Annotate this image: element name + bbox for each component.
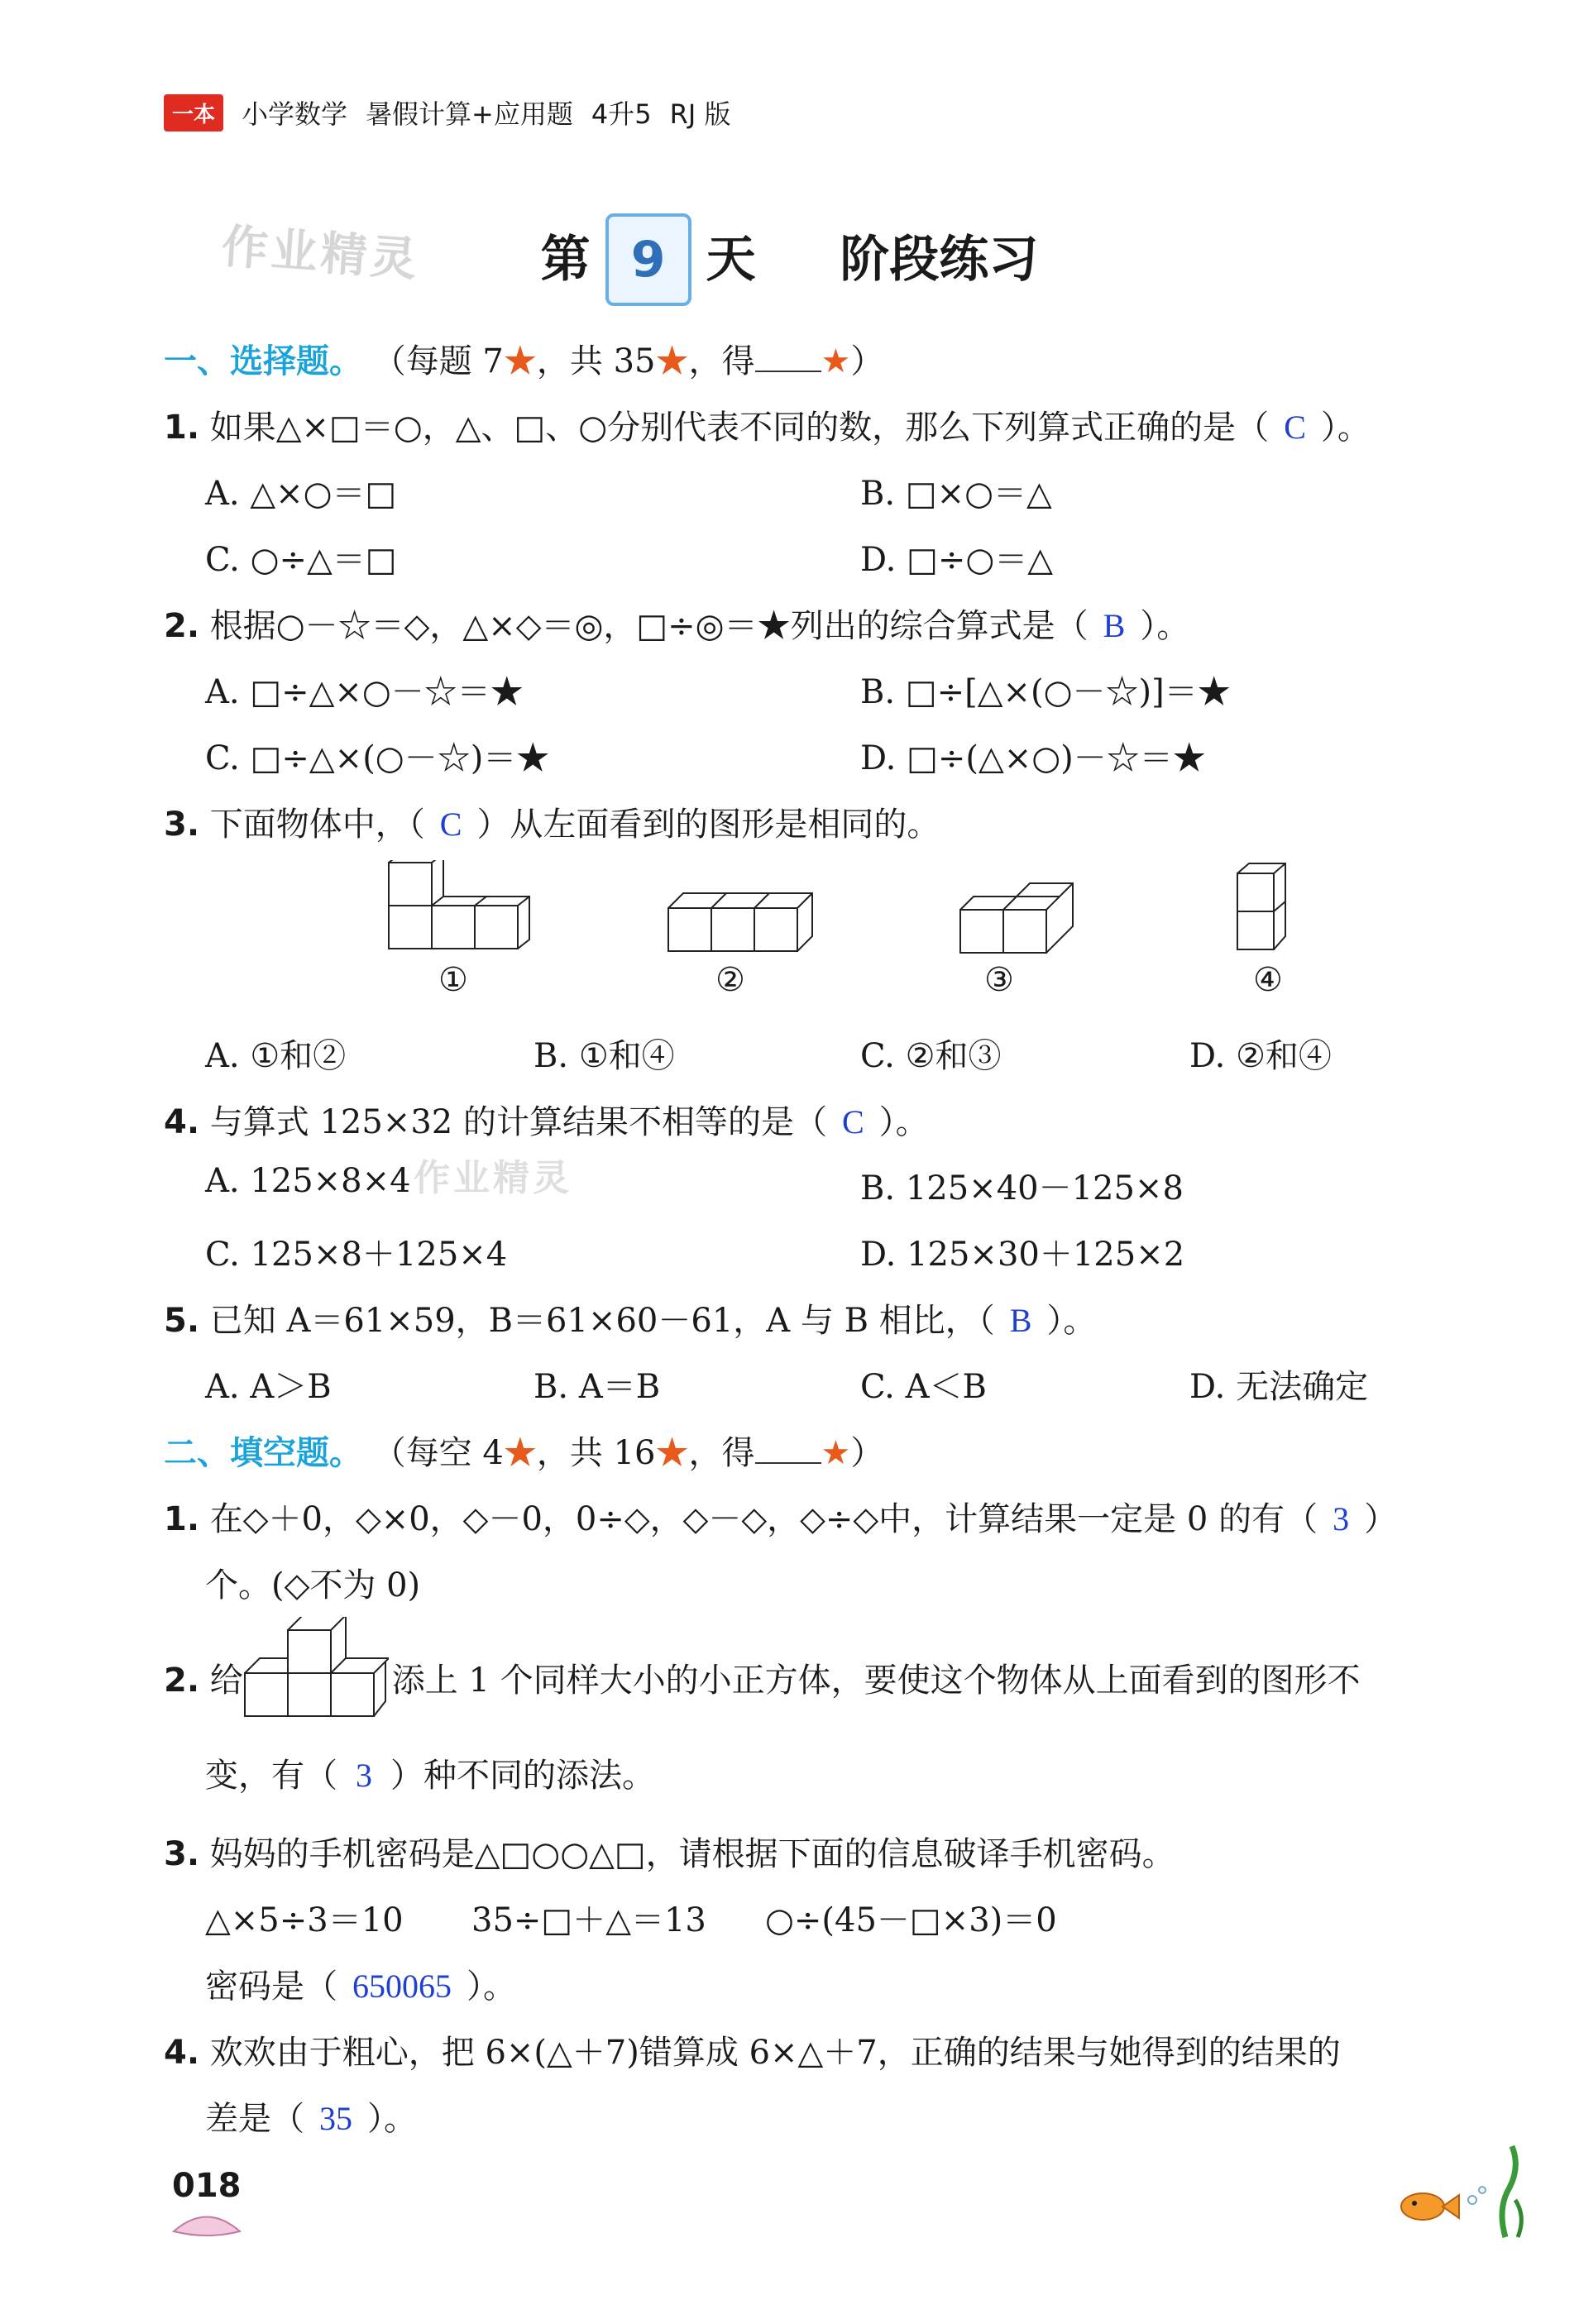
equation: △×5÷3＝10 [205, 1901, 404, 1939]
score-text: （每题 7 [372, 342, 504, 380]
question-text: ）从左面看到的图形是相同的。 [476, 806, 940, 844]
cube-figure-5 [240, 1617, 389, 1724]
answer[interactable]: 3 [356, 1757, 372, 1794]
question-number: 2. [164, 607, 200, 645]
answer[interactable]: C [1284, 409, 1306, 446]
score-text: ，共 35 [536, 342, 656, 380]
publisher-logo: 一本 [164, 94, 223, 132]
question-text: 欢欢由于粗心，把 6×(△＋7)错算成 6×△＋7，正确的结果与她得到的结果的 [209, 2034, 1341, 2072]
score-text: ） [850, 1434, 884, 1472]
question-text: 在◇＋0，◇×0，◇－0，0÷◇，◇－◇，◇÷◇中，计算结果一定是 0 的有（ [209, 1500, 1318, 1538]
answer[interactable]: C [841, 1103, 864, 1140]
header-book: 暑假计算+应用题 [366, 98, 573, 130]
option-a[interactable]: A. □÷△×○－☆＝★ [205, 673, 524, 711]
option-c[interactable]: C. ○÷△＝□ [205, 541, 397, 579]
question-text: 变，有（ [205, 1757, 337, 1795]
question-text: ）。 [1320, 409, 1371, 447]
header-subject: 小学数学 [242, 98, 348, 130]
fish-seaweed-icon [1390, 2142, 1538, 2241]
question-text: 已知 A＝61×59，B＝61×60－61，A 与 B 相比，（ [209, 1302, 995, 1340]
star-icon: ★ [655, 1434, 689, 1472]
question-text: 如果△×□＝○，△、□、○分别代表不同的数，那么下列算式正确的是（ [209, 409, 1270, 447]
question-text: ）。 [878, 1103, 929, 1141]
section-heading-fill [164, 1427, 883, 1474]
question-text: 给 [209, 1662, 243, 1700]
score-text: ，得 [688, 1434, 755, 1472]
cube-figure-4 [1232, 860, 1307, 968]
question-5 [164, 1294, 1096, 1341]
question-text: ）。 [1046, 1302, 1097, 1340]
answer[interactable]: 35 [319, 2100, 352, 2137]
fill-question-3-answer [205, 1960, 516, 2007]
option-a[interactable]: A. A＞B [205, 1368, 332, 1406]
figure-label: ③ [984, 961, 1014, 999]
cube-figure-3 [955, 882, 1079, 961]
question-text: 个。(◇不为 0) [205, 1566, 421, 1604]
question-number: 3. [164, 806, 200, 844]
question-number: 2. [164, 1662, 200, 1700]
shell-icon [170, 2207, 244, 2240]
figure-label: ② [715, 961, 745, 999]
question-number: 4. [164, 1103, 200, 1141]
option-b[interactable]: B. A＝B [534, 1368, 661, 1406]
option-b[interactable]: B. 125×40－125×8 [860, 1169, 1184, 1207]
cube-figure-2 [662, 885, 827, 959]
option-a[interactable]: A. △×○＝□ [205, 475, 397, 513]
question-text: 妈妈的手机密码是△□○○△□，请根据下面的信息破译手机密码。 [209, 1835, 1175, 1873]
option-b[interactable]: B. □÷[△×(○－☆)]＝★ [860, 673, 1231, 711]
page-title [0, 213, 1579, 306]
question-2 [164, 600, 1189, 647]
star-icon: ★ [655, 342, 689, 380]
page-number: 018 [172, 2167, 242, 2205]
question-1 [164, 401, 1371, 448]
option-d[interactable]: D. □÷○＝△ [860, 541, 1054, 579]
question-text: ） [1364, 1500, 1398, 1538]
option-d[interactable]: D. 无法确定 [1189, 1368, 1369, 1406]
star-icon: ★ [503, 1434, 537, 1472]
title-prefix: 第 [540, 231, 591, 289]
fill-question-2-cont [205, 1749, 655, 1796]
equation: 35÷□＋△＝13 [471, 1901, 706, 1939]
score-blank[interactable] [755, 1462, 821, 1464]
option-b[interactable]: B. □×○＝△ [860, 475, 1052, 513]
question-text: 差是（ [205, 2100, 304, 2138]
answer[interactable]: B [1009, 1302, 1032, 1339]
question-4 [164, 1096, 929, 1143]
section-title: 一、选择题。 [164, 342, 362, 380]
question-number: 3. [164, 1835, 200, 1873]
question-number: 4. [164, 2034, 200, 2072]
star-icon: ★ [821, 342, 851, 380]
question-number: 1. [164, 409, 200, 447]
option-d[interactable]: D. ②和④ [1189, 1037, 1332, 1075]
question-text: ）。 [367, 2100, 417, 2138]
answer[interactable]: C [439, 806, 462, 843]
option-c[interactable]: C. A＜B [860, 1368, 987, 1406]
option-a[interactable]: A. ①和② [205, 1037, 347, 1075]
question-number: 1. [164, 1500, 200, 1538]
option-c[interactable]: C. 125×8＋125×4 [205, 1236, 508, 1274]
header-edition: RJ 版 [669, 98, 731, 130]
score-text: ，共 16 [536, 1434, 656, 1472]
figure-label: ④ [1253, 961, 1283, 999]
option-d[interactable]: D. □÷(△×○)－☆＝★ [860, 739, 1206, 777]
fill-question-4-cont [205, 2092, 417, 2140]
score-blank[interactable] [755, 371, 821, 372]
cube-figure-1 [380, 860, 546, 968]
page-header [164, 93, 730, 132]
section-heading-choice [164, 335, 883, 382]
fill-question-3 [164, 1828, 1175, 1875]
question-text: 下面物体中，（ [209, 806, 425, 844]
star-icon: ★ [503, 342, 537, 380]
question-text: ）种不同的添法。 [390, 1757, 655, 1795]
title-suffix: 天 [706, 231, 756, 289]
watermark: 作业精灵 [414, 1157, 572, 1199]
answer[interactable]: B [1103, 607, 1126, 644]
question-text: 添上 1 个同样大小的小正方体，要使这个物体从上面看到的图形不 [391, 1662, 1361, 1700]
figure-label: ① [438, 961, 468, 999]
question-text: 根据○－☆＝◇，△×◇＝◎，□÷◎＝★列出的综合算式是（ [209, 607, 1089, 645]
answer[interactable]: 650065 [352, 1968, 452, 2005]
watermark: 作业精灵 [219, 219, 422, 288]
equation: ○÷(45－□×3)＝0 [765, 1901, 1057, 1939]
fill-question-4 [164, 2026, 1341, 2073]
score-text: ） [850, 342, 884, 380]
option-c[interactable]: C. ②和③ [860, 1037, 1002, 1075]
header-grade: 4升5 [591, 98, 652, 130]
question-text: 密码是（ [205, 1968, 337, 2006]
title-name: 阶段练习 [840, 231, 1039, 289]
star-icon: ★ [821, 1434, 851, 1472]
question-number: 5. [164, 1302, 200, 1340]
section-title: 二、填空题。 [164, 1434, 362, 1472]
option-d[interactable]: D. 125×30＋125×2 [860, 1236, 1185, 1274]
question-3 [164, 798, 940, 845]
option-a[interactable]: A. 125×8×4 [205, 1162, 411, 1200]
score-text: （每空 4 [372, 1434, 504, 1472]
answer[interactable]: 3 [1333, 1500, 1350, 1537]
option-b[interactable]: B. ①和④ [534, 1037, 675, 1075]
day-number-box: 9 [605, 213, 691, 306]
score-text: ，得 [688, 342, 755, 380]
option-c[interactable]: C. □÷△×(○－☆)＝★ [205, 739, 550, 777]
question-text: ）。 [467, 1968, 516, 2006]
question-text: 与算式 125×32 的计算结果不相等的是（ [209, 1103, 827, 1141]
fill-question-1 [164, 1493, 1397, 1540]
question-text: ）。 [1140, 607, 1190, 645]
